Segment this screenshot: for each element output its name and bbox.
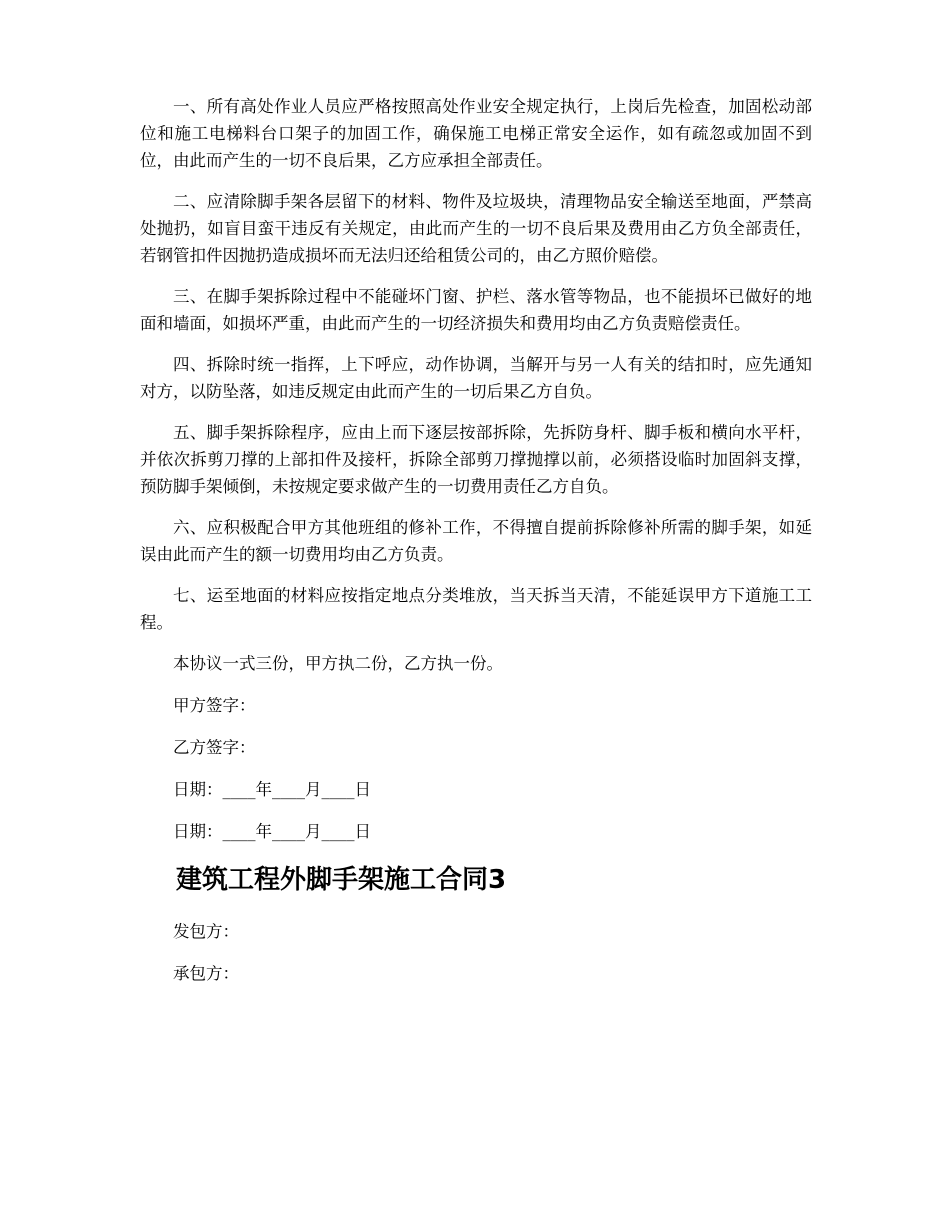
clause-7: 七、运至地面的材料应按指定地点分类堆放，当天拆当天清，不能延误甲方下道施工工程。 (140, 586, 812, 632)
party-a-signature-label: 甲方签字： (173, 696, 256, 715)
date-line-2: 日期：____年____月____日 (173, 822, 371, 841)
document-page (140, 93, 812, 1002)
party-b-signature-label: 乙方签字： (173, 738, 256, 757)
clause-4: 四、拆除时统一指挥，上下呼应，动作协调，当解开与另一人有关的结扣时，应先通知对方，以防坠落，如违反规定由此而产生的一切后果乙方自负。 (140, 355, 812, 401)
clause-5: 五、脚手架拆除程序，应由上而下逐层按部拆除，先拆防身杆、脚手板和横向水平杆，并依次拆剪刀撑的上部扣件及接杆，拆除全部剪刀撑抛撑以前，必须搭设临时加固斜支撑，预防脚手架倾倒，未按规定要求做产生的一切费用责任乙方自负。 (140, 423, 812, 496)
copies-note: 本协议一式三份，甲方执二份，乙方执一份。 (173, 654, 503, 673)
contractor-label: 承包方： (173, 964, 239, 983)
clause-1: 一、所有高处作业人员应严格按照高处作业安全规定执行，上岗后先检查，加固松动部位和施工电梯料台口架子的加固工作，确保施工电梯正常安全运作，如有疏忽或加固不到位，由此而产生的一切不良后果，乙方应承担全部责任。 (140, 97, 812, 170)
clause-3: 三、在脚手架拆除过程中不能碰坏门窗、护栏、落水管等物品，也不能损坏已做好的地面和墙面，如损坏严重，由此而产生的一切经济损失和费用均由乙方负责赔偿责任。 (140, 287, 812, 333)
date-line-1: 日期：____年____月____日 (173, 780, 371, 799)
clause-6: 六、应积极配合甲方其他班组的修补工作，不得擅自提前拆除修补所需的脚手架，如延误由此而产生的额一切费用均由乙方负责。 (140, 518, 812, 564)
clause-2: 二、应清除脚手架各层留下的材料、物件及垃圾块，清理物品安全输送至地面，严禁高处抛扔，如盲目蛮干违反有关规定，由此而产生的一切不良后果及费用由乙方负全部责任，若钢管扣件因抛扔造成损坏而无法归还给租赁公司的，由乙方照价赔偿。 (140, 192, 812, 265)
employer-label: 发包方： (173, 922, 239, 941)
contract-3-title: 建筑工程外脚手架施工合同3 (176, 865, 507, 895)
